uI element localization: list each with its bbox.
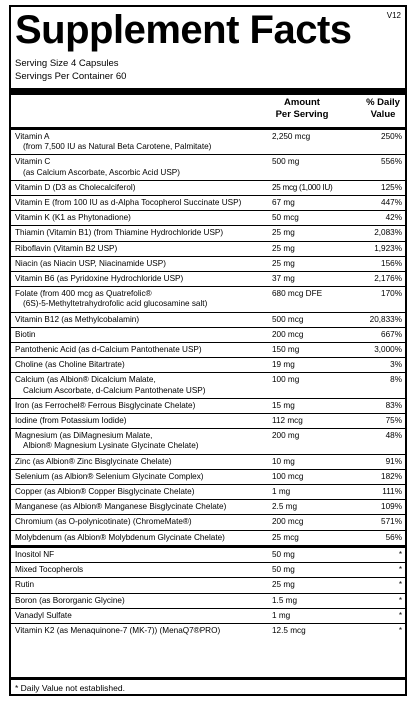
nutrient-name: Vitamin C (as Calcium Ascorbate, Ascorbic Acid USP) — [11, 155, 270, 180]
nutrient-name: Iron (as Ferrochel® Ferrous Bisglycinate Chelate) — [11, 398, 270, 413]
nutrient-name: Molybdenum (as Albion® Molybdenum Glycinate Chelate) — [11, 530, 270, 546]
nutrient-row — [11, 358, 407, 373]
nutrient-name: Vitamin E (from 100 IU as d-Alpha Tocopherol Succinate USP) — [11, 196, 270, 211]
nutrient-amount: 500 mg — [270, 155, 348, 180]
nutrient-daily-value: 2,176% — [348, 272, 407, 287]
nutrient-name: Iodine (from Potassium Iodide) — [11, 414, 270, 429]
nutrient-name: Folate (from 400 mcg as Quatrefolic® (6S)-5-Methyltetrahydrofolic acid glucosamine salt) — [11, 287, 270, 312]
nutrient-daily-value: 111% — [348, 485, 407, 500]
nutrient-amount: 10 mg — [270, 454, 348, 469]
nutrient-name: Vanadyl Sulfate — [11, 608, 270, 623]
nutrient-daily-value: * — [348, 578, 407, 593]
nutrient-amount: 25 mg — [270, 578, 348, 593]
panel-title: Supplement Facts — [15, 8, 352, 52]
nutrient-daily-value: 42% — [348, 211, 407, 226]
nutrient-daily-value: * — [348, 546, 407, 562]
daily-value-column-header: % Daily Value — [366, 97, 400, 120]
nutrient-amount: 50 mg — [270, 546, 348, 562]
nutrient-name: Zinc (as Albion® Zinc Bisglycinate Chelate) — [11, 454, 270, 469]
nutrient-table — [11, 127, 407, 638]
nutrient-name: Pantothenic Acid (as d-Calcium Pantothenate USP) — [11, 343, 270, 358]
nutrient-daily-value: * — [348, 623, 407, 638]
nutrient-row — [11, 530, 407, 546]
nutrient-amount: 25 mg — [270, 256, 348, 271]
nutrient-name: Choline (as Choline Bitartrate) — [11, 358, 270, 373]
nutrient-row — [11, 623, 407, 638]
nutrient-daily-value: 1,923% — [348, 241, 407, 256]
nutrient-name: Vitamin K2 (as Menaquinone-7 (MK-7)) (MenaQ7®PRO) — [11, 623, 270, 638]
nutrient-amount: 37 mg — [270, 272, 348, 287]
nutrient-row — [11, 287, 407, 312]
nutrient-row — [11, 196, 407, 211]
supplement-facts-panel — [9, 5, 407, 696]
nutrient-name: Chromium (as O-polynicotinate) (ChromeMate®) — [11, 515, 270, 530]
nutrient-row — [11, 272, 407, 287]
thick-divider — [11, 88, 405, 95]
nutrient-name: Vitamin B12 (as Methylcobalamin) — [11, 312, 270, 327]
nutrient-name: Vitamin B6 (as Pyridoxine Hydrochloride USP) — [11, 272, 270, 287]
nutrient-daily-value: 56% — [348, 530, 407, 546]
nutrient-row — [11, 129, 407, 155]
nutrient-name: Riboflavin (Vitamin B2 USP) — [11, 241, 270, 256]
nutrient-amount: 200 mg — [270, 429, 348, 454]
nutrient-daily-value: 48% — [348, 429, 407, 454]
nutrient-amount: 2,250 mcg — [270, 129, 348, 155]
nutrient-daily-value: 125% — [348, 180, 407, 195]
serving-info — [15, 57, 126, 83]
nutrient-row — [11, 398, 407, 413]
nutrient-name: Boron (as Bororganic Glycine) — [11, 593, 270, 608]
nutrient-name: Rutin — [11, 578, 270, 593]
nutrient-daily-value: 182% — [348, 469, 407, 484]
nutrient-row — [11, 256, 407, 271]
nutrient-row — [11, 211, 407, 226]
nutrient-amount: 112 mcg — [270, 414, 348, 429]
nutrient-name: Vitamin A (from 7,500 IU as Natural Beta Carotene, Palmitate) — [11, 129, 270, 155]
nutrient-name: Vitamin K (K1 as Phytonadione) — [11, 211, 270, 226]
nutrient-daily-value: * — [348, 563, 407, 578]
nutrient-daily-value: 8% — [348, 373, 407, 398]
nutrient-amount: 15 mg — [270, 398, 348, 413]
footnote: * Daily Value not established. — [15, 683, 125, 693]
nutrient-daily-value: 556% — [348, 155, 407, 180]
nutrient-name: Niacin (as Niacin USP, Niacinamide USP) — [11, 256, 270, 271]
nutrient-row — [11, 546, 407, 562]
nutrient-amount: 500 mcg — [270, 312, 348, 327]
nutrient-amount: 200 mcg — [270, 327, 348, 342]
nutrient-amount: 1.5 mg — [270, 593, 348, 608]
nutrient-row — [11, 469, 407, 484]
nutrient-daily-value: 447% — [348, 196, 407, 211]
nutrient-name: Selenium (as Albion® Selenium Glycinate Complex) — [11, 469, 270, 484]
nutrient-name: Mixed Tocopherols — [11, 563, 270, 578]
nutrient-row — [11, 241, 407, 256]
nutrient-daily-value: 170% — [348, 287, 407, 312]
nutrient-amount: 25 mg — [270, 241, 348, 256]
nutrient-row — [11, 578, 407, 593]
nutrient-amount: 12.5 mcg — [270, 623, 348, 638]
nutrient-amount: 150 mg — [270, 343, 348, 358]
nutrient-row — [11, 343, 407, 358]
nutrient-daily-value: 75% — [348, 414, 407, 429]
nutrient-amount: 50 mcg — [270, 211, 348, 226]
nutrient-amount: 2.5 mg — [270, 500, 348, 515]
nutrient-daily-value: 2,083% — [348, 226, 407, 241]
amount-column-header: Amount Per Serving — [275, 97, 329, 120]
footer-divider — [11, 677, 405, 680]
servings-per-container: Servings Per Container 60 — [15, 71, 127, 82]
nutrient-amount: 50 mg — [270, 563, 348, 578]
nutrient-row — [11, 500, 407, 515]
nutrient-daily-value: 667% — [348, 327, 407, 342]
nutrient-row — [11, 593, 407, 608]
nutrient-daily-value: 3,000% — [348, 343, 407, 358]
nutrient-name: Manganese (as Albion® Manganese Bisglycinate Chelate) — [11, 500, 270, 515]
nutrient-row — [11, 180, 407, 195]
nutrient-name: Thiamin (Vitamin B1) (from Thiamine Hydrochloride USP) — [11, 226, 270, 241]
nutrient-amount: 1 mg — [270, 608, 348, 623]
nutrient-row — [11, 327, 407, 342]
nutrient-name: Magnesium (as DiMagnesium Malate, Albion® Magnesium Lysinate Glycinate Chelate) — [11, 429, 270, 454]
nutrient-row — [11, 563, 407, 578]
nutrient-row — [11, 515, 407, 530]
nutrient-name: Inositol NF — [11, 546, 270, 562]
nutrient-row — [11, 155, 407, 180]
version-code: V12 — [386, 11, 401, 20]
nutrient-daily-value: 20,833% — [348, 312, 407, 327]
nutrient-amount: 19 mg — [270, 358, 348, 373]
nutrient-daily-value: 156% — [348, 256, 407, 271]
nutrient-daily-value: 91% — [348, 454, 407, 469]
nutrient-amount: 25 mg — [270, 226, 348, 241]
nutrient-row — [11, 429, 407, 454]
nutrient-name: Copper (as Albion® Copper Bisglycinate Chelate) — [11, 485, 270, 500]
nutrient-daily-value: 83% — [348, 398, 407, 413]
nutrient-daily-value: 3% — [348, 358, 407, 373]
nutrient-row — [11, 414, 407, 429]
nutrient-amount: 100 mcg — [270, 469, 348, 484]
nutrient-row — [11, 454, 407, 469]
nutrient-amount: 200 mcg — [270, 515, 348, 530]
nutrient-daily-value: 109% — [348, 500, 407, 515]
nutrient-row — [11, 485, 407, 500]
nutrient-daily-value: * — [348, 593, 407, 608]
nutrient-row — [11, 312, 407, 327]
nutrient-amount: 100 mg — [270, 373, 348, 398]
nutrient-row — [11, 226, 407, 241]
nutrient-row — [11, 608, 407, 623]
nutrient-daily-value: 250% — [348, 129, 407, 155]
nutrient-amount: 25 mcg — [270, 530, 348, 546]
nutrient-amount: 680 mcg DFE — [270, 287, 348, 312]
nutrient-name: Vitamin D (D3 as Cholecalciferol) — [11, 180, 270, 195]
serving-size: Serving Size 4 Capsules — [15, 58, 119, 69]
nutrient-name: Calcium (as Albion® Dicalcium Malate, Calcium Ascorbate, d-Calcium Pantothenate USP) — [11, 373, 270, 398]
nutrient-name: Biotin — [11, 327, 270, 342]
nutrient-amount: 67 mg — [270, 196, 348, 211]
nutrient-amount: 1 mg — [270, 485, 348, 500]
nutrient-daily-value: 571% — [348, 515, 407, 530]
nutrient-amount: 25 mcg (1,000 IU) — [270, 180, 348, 195]
nutrient-row — [11, 373, 407, 398]
nutrient-daily-value: * — [348, 608, 407, 623]
